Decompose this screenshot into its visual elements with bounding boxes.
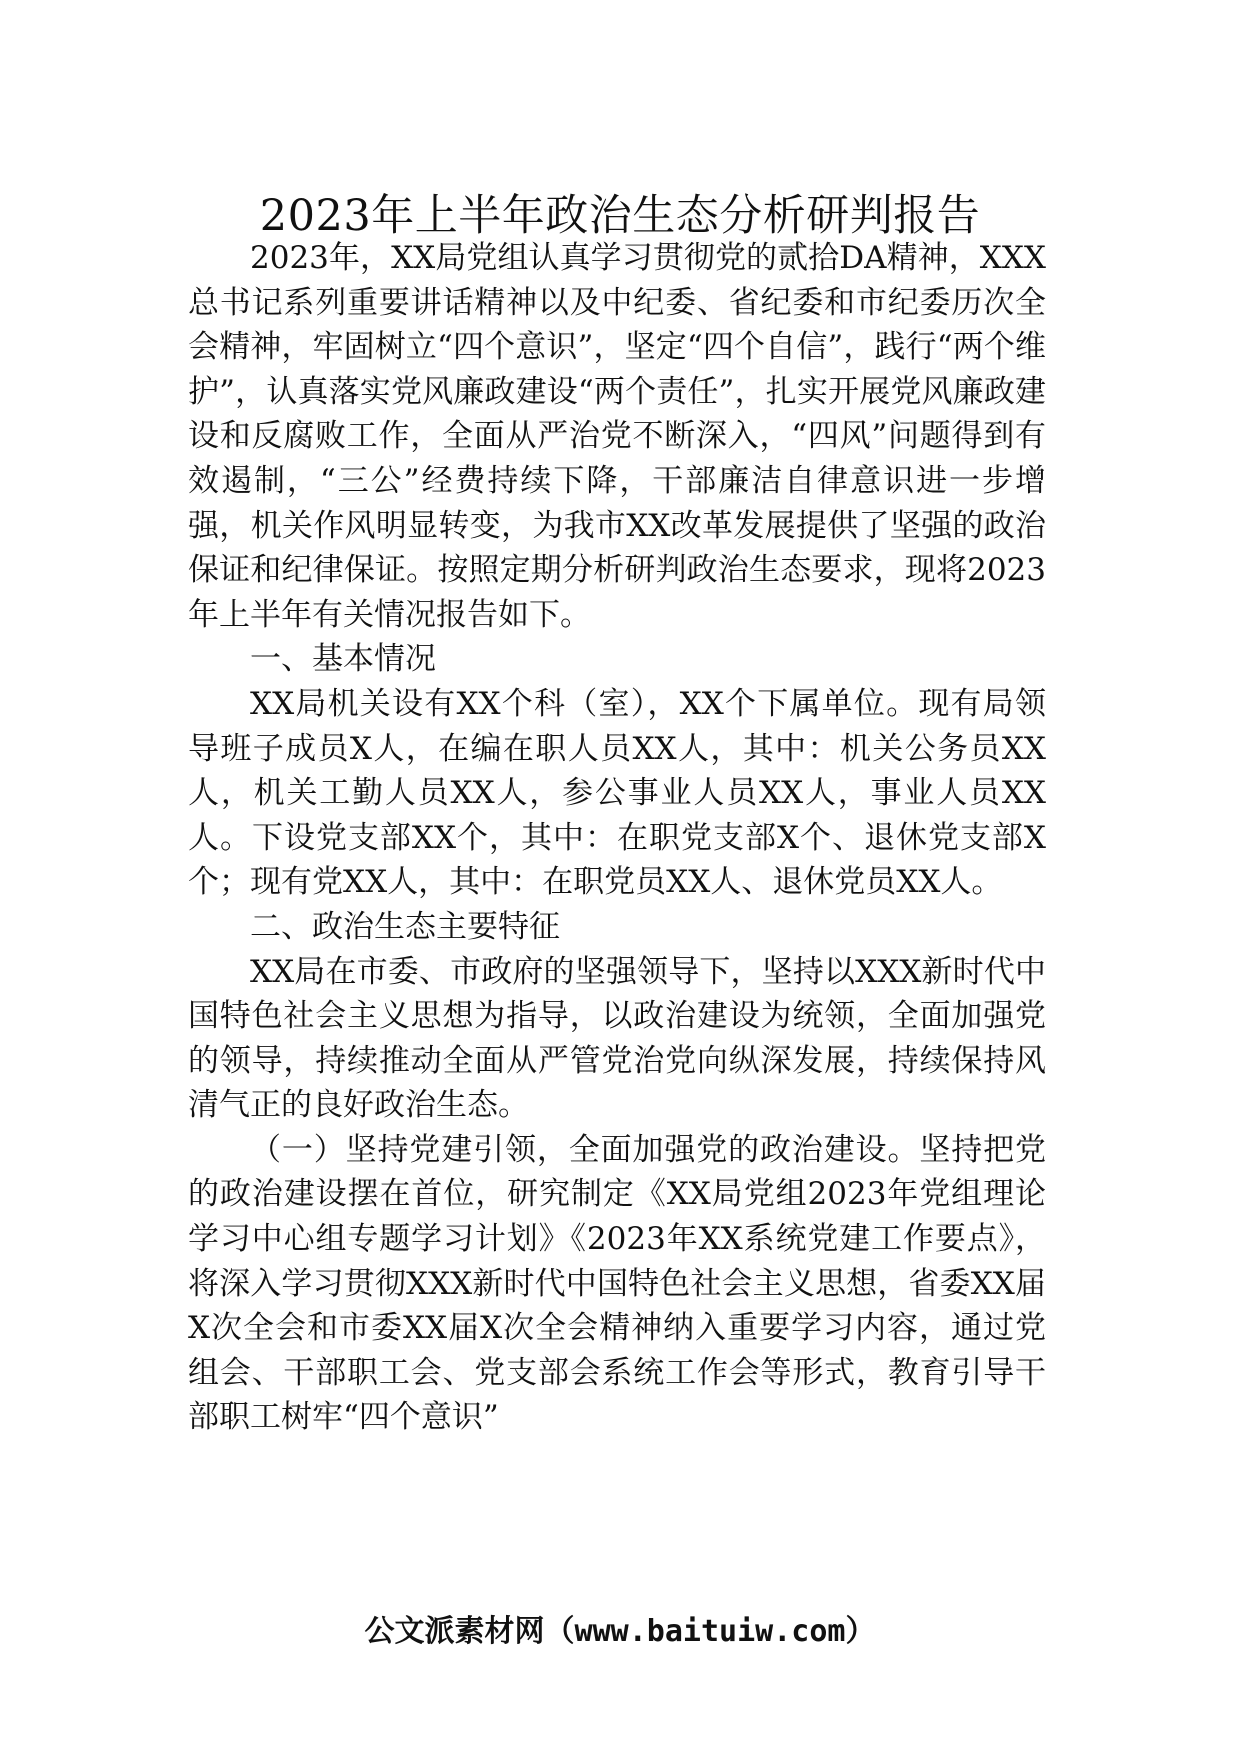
basic-situation-paragraph: XX局机关设有XX个科（室），XX个下属单位。现有局领导班子成员X人，在编在职人员XX人，其中：机关公务员XX人，机关工勤人员XX人，参公事业人员XX人，事业人员XX人。下设党支部XX个，其中：在职党支部X个、退休党支部X个；现有党XX人，其中：在职党员XX人、退休党员XX人。 — [188, 685, 1046, 901]
main-features-paragraph: XX局在市委、市政府的坚强领导下，坚持以XXX新时代中国特色社会主义思想为指导，以政治建设为统领，全面加强党的领导，持续推动全面从严管党治党向纵深发展，持续保持风清气正的良好政治生态。 — [188, 953, 1046, 1124]
section-heading-main-features: 二、政治生态主要特征 — [250, 908, 560, 945]
document-body — [188, 236, 1046, 1440]
document-title: 2023年上半年政治生态分析研判报告 — [259, 191, 981, 241]
footer-watermark: 公文派素材网（www.baituiw.com） — [364, 1614, 876, 1649]
intro-paragraph: 2023年，XX局党组认真学习贯彻党的贰拾DA精神，XXX总书记系列重要讲话精神以及中纪委、省纪委和市纪委历次全会精神，牢固树立“四个意识”，坚定“四个自信”，践行“两个维护”，认真落实党风廉政建设“两个责任”，扎实开展党风廉政建设和反腐败工作，全面从严治党不断深入，“四风”问题得到有效遏制，“三公”经费持续下降，干部廉洁自律意识进一步增强，机关作风明显转变，为我市XX改革发展提供了坚强的政治保证和纪律保证。按照定期分析研判政治生态要求，现将2023年上半年有关情况报告如下。 — [188, 240, 1046, 633]
party-building-paragraph: （一）坚持党建引领，全面加强党的政治建设。坚持把党的政治建设摆在首位，研究制定《XX局党组2023年党组理论学习中心组专题学习计划》《2023年XX系统党建工作要点》，将深入学习贯彻XXX新时代中国特色社会主义思想，省委XX届X次全会和市委XX届X次全会精神纳入重要学习内容，通过党组会、干部职工会、党支部会系统工作会等形式，教育引导干部职工树牢“四个意识” — [188, 1131, 1046, 1436]
section-heading-basic-situation: 一、基本情况 — [250, 641, 436, 678]
